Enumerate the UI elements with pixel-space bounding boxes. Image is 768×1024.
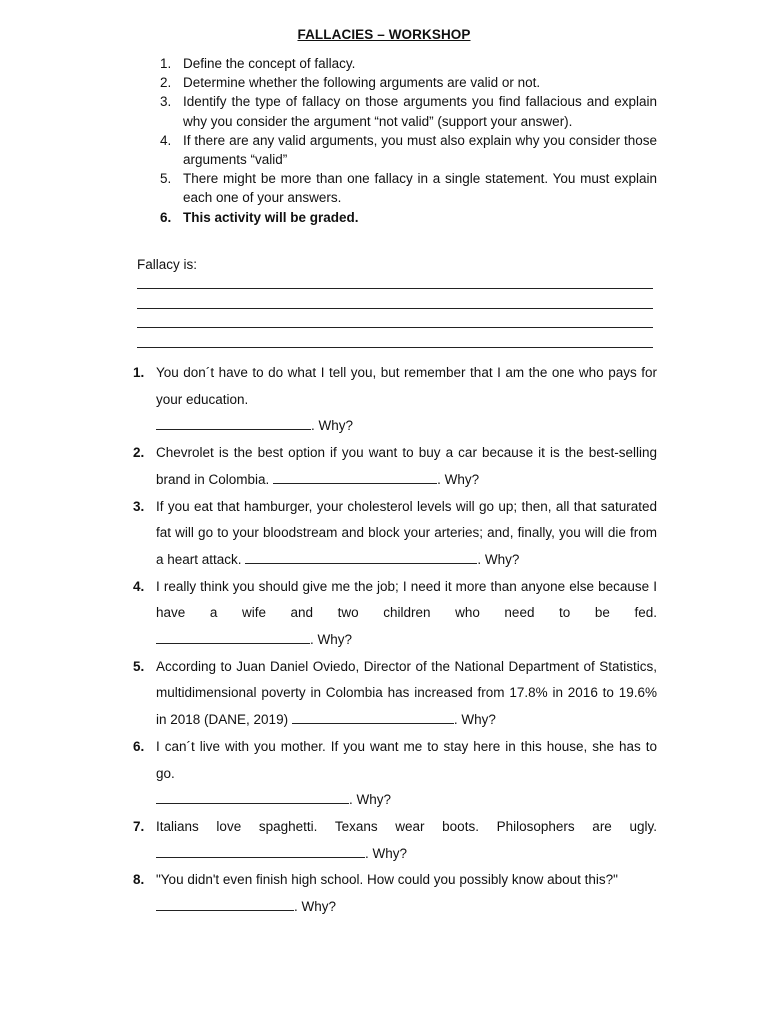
answer-blank[interactable] — [156, 790, 349, 804]
instruction-number: 3. — [160, 94, 172, 110]
answer-line[interactable] — [137, 347, 653, 348]
instruction-item — [160, 131, 657, 169]
instruction-text: There might be more than one fallacy in a single statement. You must explain each one of your answers. — [183, 171, 657, 206]
question-text: Italians love spaghetti. Texans wear boots. Philosophers are ugly. — [156, 818, 657, 834]
why-label: . Why? — [311, 418, 354, 434]
question-text: I can´t live with you mother. If you want me to stay here in this house, she has to go. — [156, 738, 657, 781]
fallacy-definition-label: Fallacy is: — [137, 257, 198, 272]
question-text: I really think you should give me the job; I need it more than anyone else because I have a wife and two children who need to be fed. — [156, 578, 657, 621]
instruction-item — [160, 54, 657, 73]
instruction-text: Identify the type of fallacy on those arguments you find fallacious and explain why you consider the argument “not valid” (support your answer). — [183, 94, 657, 129]
why-label: . Why? — [365, 845, 408, 861]
instruction-text: Define the concept of fallacy. — [183, 56, 356, 71]
why-label: . Why? — [294, 899, 337, 915]
question-number: 6. — [133, 738, 145, 754]
why-label: . Why? — [349, 792, 392, 808]
instruction-item-graded — [160, 208, 657, 227]
instruction-item — [160, 92, 657, 130]
instruction-item — [160, 169, 657, 207]
question-text: If you eat that hamburger, your cholesterol levels will go up; then, all that saturated fat will go to your bloodstream and block your arteries; and, finally, you will die from a heart attack. — [156, 498, 657, 567]
question-number: 1. — [133, 365, 145, 380]
answer-blank[interactable] — [245, 550, 477, 564]
question-number: 5. — [133, 658, 145, 674]
question-number: 4. — [133, 578, 145, 594]
instruction-number: 2. — [160, 75, 172, 91]
question-item — [133, 360, 657, 440]
answer-blank[interactable] — [156, 897, 294, 911]
question-item — [133, 814, 657, 867]
answer-blank[interactable] — [156, 844, 365, 858]
question-number: 3. — [133, 498, 145, 514]
answer-blank[interactable] — [273, 470, 437, 484]
instructions-list — [160, 54, 657, 227]
question-item — [133, 734, 657, 814]
answer-line[interactable] — [137, 327, 653, 328]
fallacy-definition-answer-lines[interactable] — [137, 288, 653, 366]
answer-line[interactable] — [137, 308, 653, 309]
instruction-text: This activity will be graded. — [183, 209, 359, 225]
question-item — [133, 440, 657, 493]
question-item — [133, 654, 657, 734]
why-label: . Why? — [437, 471, 480, 487]
question-number: 8. — [133, 872, 145, 888]
question-text: According to Juan Daniel Oviedo, Director of the National Department of Statistics, multidimensional poverty in Colombia has increased from 17.8% in 2016 to 19.6% in 2018 (DANE, 2019) — [156, 658, 657, 728]
answer-blank[interactable] — [156, 416, 311, 430]
question-item — [133, 494, 657, 574]
answer-blank[interactable] — [292, 710, 454, 724]
why-label: . Why? — [310, 632, 353, 648]
instruction-text: If there are any valid arguments, you must also explain why you consider those arguments “valid” — [183, 132, 657, 168]
answer-line[interactable] — [137, 288, 653, 289]
why-label: . Why? — [453, 712, 496, 728]
question-item — [133, 574, 657, 654]
question-item — [133, 867, 657, 920]
instruction-text: Determine whether the following arguments are valid or not. — [183, 75, 541, 91]
page-title: FALLACIES – WORKSHOP — [297, 27, 471, 42]
instruction-item — [160, 73, 657, 92]
question-number: 7. — [133, 818, 145, 834]
answer-blank[interactable] — [156, 630, 310, 644]
questions-list — [133, 360, 657, 921]
instruction-number: 4. — [160, 132, 172, 148]
instruction-number: 1. — [160, 56, 172, 71]
question-text: Chevrolet is the best option if you want to buy a car because it is the best-selling brand in Colombia. — [156, 445, 657, 487]
question-text: "You didn't even finish high school. How could you possibly know about this?" — [156, 872, 618, 888]
instruction-number: 5. — [160, 171, 172, 187]
question-text: You don´t have to do what I tell you, but remember that I am the one who pays for your education. — [156, 365, 657, 407]
instruction-number: 6. — [160, 209, 172, 225]
why-label: . Why? — [477, 551, 520, 567]
question-number: 2. — [133, 445, 145, 461]
